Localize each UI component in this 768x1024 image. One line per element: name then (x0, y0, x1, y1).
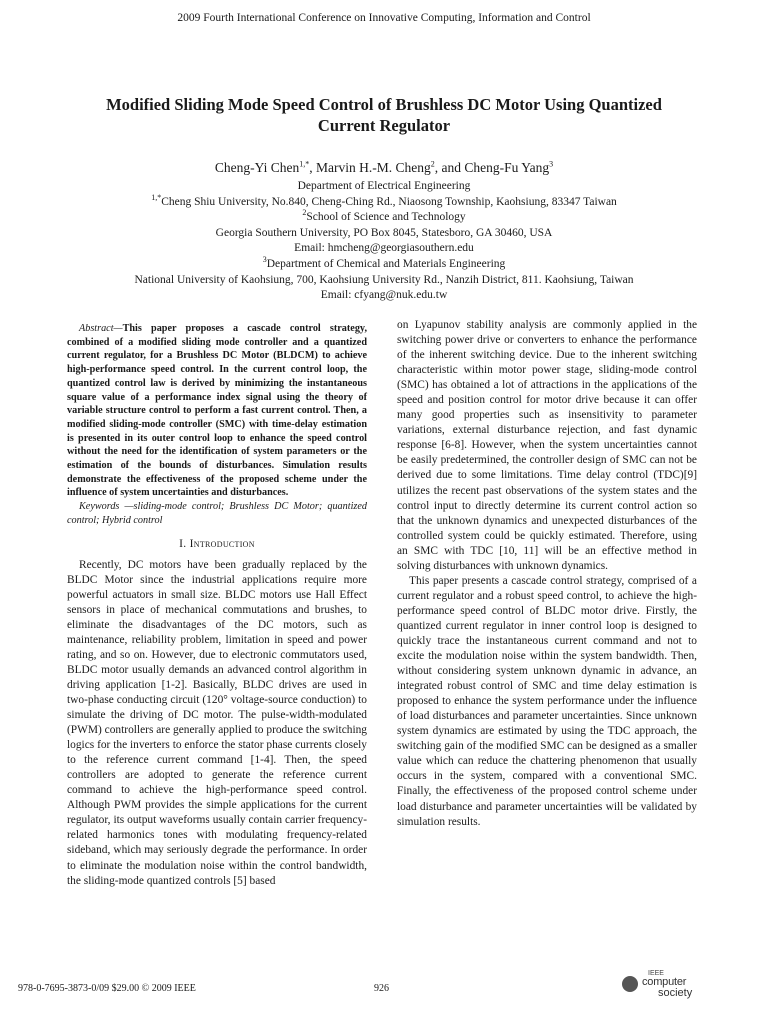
ieee-computer-society-logo (622, 970, 702, 1002)
title-line-1: Modified Sliding Mode Speed Control of Brushless DC Motor Using Quantized (106, 95, 662, 114)
logo-ieee-text: IEEE (648, 970, 664, 977)
logo-society-text: society (658, 987, 693, 999)
author-2-sup: 2 (430, 159, 435, 169)
intro-paragraph-1: Recently, DC motors have been gradually replaced by the BLDC Motor since the industrial applications require more powerful actuators in small size. BLDC motors use Hall Effect sensors in place of mechanical commutations and brushes, to eliminate the disadvantages of the DC motors, such as maintenance, reliability problem, limitation in speed and power rating, and so on. However, due to electronic commutators used, BLDC motor usually demands an advanced control algorithm in driving application [1-2]. Basically, BLDC drives are used in two-phase conducting circuit (120° voltage-source conduction) to simulate the driving of DC motor. The pulse-width-modulated (PWM) controllers are generally applied to produce the switching logics for the inverters to enforce the stator phase currents closely to the reference current command [1-4]. Then, the speed controllers are adopted to generate the reference current command to achieve the high-performance speed control. Although PWM provides the simple applications for the current regulator, its output waveforms usually contain carrier frequency-related harmonics tones with modulating frequency-related sideband, which may seriously degrade the performance. In order to eliminate the modulation noise within the control bandwidth, the sliding-mode quantized controls [5] based (67, 558, 367, 887)
affil-dept-3 (30, 257, 738, 273)
affiliations (30, 179, 738, 304)
conference-header: 2009 Fourth International Conference on Innovative Computing, Information and Control (177, 12, 591, 24)
globe-icon (622, 976, 638, 992)
keywords: Keywords —sliding-mode control; Brushless DC Motor; quantized control; Hybrid control (67, 501, 367, 526)
author-2: , Marvin H.-M. Cheng (309, 160, 431, 175)
affil-email-2: Email: hmcheng@georgiasouthern.edu (294, 242, 474, 255)
title-line-2: Current Regulator (317, 116, 451, 135)
abstract-text: This paper proposes a cascade control strategy, combined of a modified sliding mode controller and a quantized current regulator, for a Brushless DC Motor (BLDCM) to achieve high-performance speed control. In the current control loop, the quantized control law is derived by minimizing the instantaneous square value of a performance index signal using the theory of variable structure control to perform a fast current control. Then, a modified sliding-mode controller (SMC) with time-delay estimation is presented in its outer control loop to enhance the speed control without the need for the identification of system parameters or the estimation of the bounds of disturbances. Simulation results demonstrate the effectiveness of the proposed scheme under the influence of system uncertainties and disturbances. (67, 323, 367, 499)
affil-school-2-text: School of Science and Technology (306, 211, 466, 224)
right-paragraph-2: This paper presents a cascade control strategy, comprised of a current regulator and a robust speed control, to achieve the high-performance speed control of BLDC motor drive. Firstly, the quantized current regulator in inner control loop is designed to quickly trace the instantaneous current command and not to excite the modulation noise within the system bandwidth. Then, without considering system unknown dynamic in advance, an integrated robust control of SMC and time delay estimation is proposed to enhance the system performance under the influence of load disturbances and parameter uncertainties. Since unknown system dynamics are estimated by using the TDC approach, the switching gain of the modified SMC can be designed as a smaller value which can reduce the chattering phenomenon that usually occurs in the system, compared with a conventional SMC. Finally, the effectiveness of the proposed control scheme under load disturbance and parameter uncertainties will be validated by simulation results. (397, 574, 697, 828)
author-1-sup: 1,* (299, 159, 310, 169)
abstract-label: Abstract— (79, 323, 123, 334)
affil-dept-1: Department of Electrical Engineering (297, 180, 471, 192)
paper-title (70, 94, 698, 136)
left-column (67, 322, 367, 889)
author-1: Cheng-Yi Chen (214, 160, 300, 175)
affil-univ-1-sup: 1,* (151, 192, 162, 202)
section-heading-introduction: I. Introduction (179, 537, 255, 550)
affil-dept-3-sup: 3 (262, 255, 267, 265)
right-column (397, 318, 697, 830)
abstract (67, 322, 367, 500)
affil-school-2-sup: 2 (302, 208, 307, 218)
affil-univ-3: National University of Kaohsiung, 700, Kaohsiung University Rd., Nanzih District, 811. Kaohsiung, Taiwan (134, 273, 634, 286)
affil-univ-1-text: Cheng Shiu University, No.840, Cheng-Ching Rd., Niaosong Township, Kaohsiung, 83347 Taiwan (161, 195, 617, 208)
author-3-sup: 3 (549, 159, 554, 169)
logo-computer-text: computer (642, 976, 687, 988)
author-3: , and Cheng-Fu Yang (434, 160, 550, 175)
author-list (40, 160, 728, 176)
affil-univ-2: Georgia Southern University, PO Box 8045, Statesboro, GA 30460, USA (215, 226, 553, 239)
right-paragraph-1: on Lyapunov stability analysis are commonly applied in the switching power drive or converters to enhance the performance of the inherent switching device. Due to the inherent switching characteristic within motor power stage, sliding-mode control (SMC) has obtained a lot of attractions in the applications of the speed and position control for motor drive because it can offer many good properties such as insensitivity to parameter variations, external disturbance rejection, and fast dynamic response [6-8]. However, when the system uncertainties cannot be easily predetermined, the controller design of SMC can not be derived due to some limitations. Time delay control (TDC)[9] utilizes the recent past observations of the system states and the control input to directly determine its current control action so that the unknown dynamics and unexpected disturbances of the controlled system could be quickly estimated. Therefore, using an SMC with TDC [10, 11] will be an effective method in solving disturbances with unknown dynamics. (397, 319, 697, 572)
footer-isbn: 978-0-7695-3873-0/09 $29.00 © 2009 IEEE (18, 983, 196, 994)
affil-dept-3-text: Department of Chemical and Materials Engineering (266, 257, 506, 270)
affil-email-3: Email: cfyang@nuk.edu.tw (320, 289, 448, 302)
page-number: 926 (374, 983, 389, 994)
affil-school-2 (30, 210, 738, 226)
affil-univ-1 (30, 192, 738, 211)
